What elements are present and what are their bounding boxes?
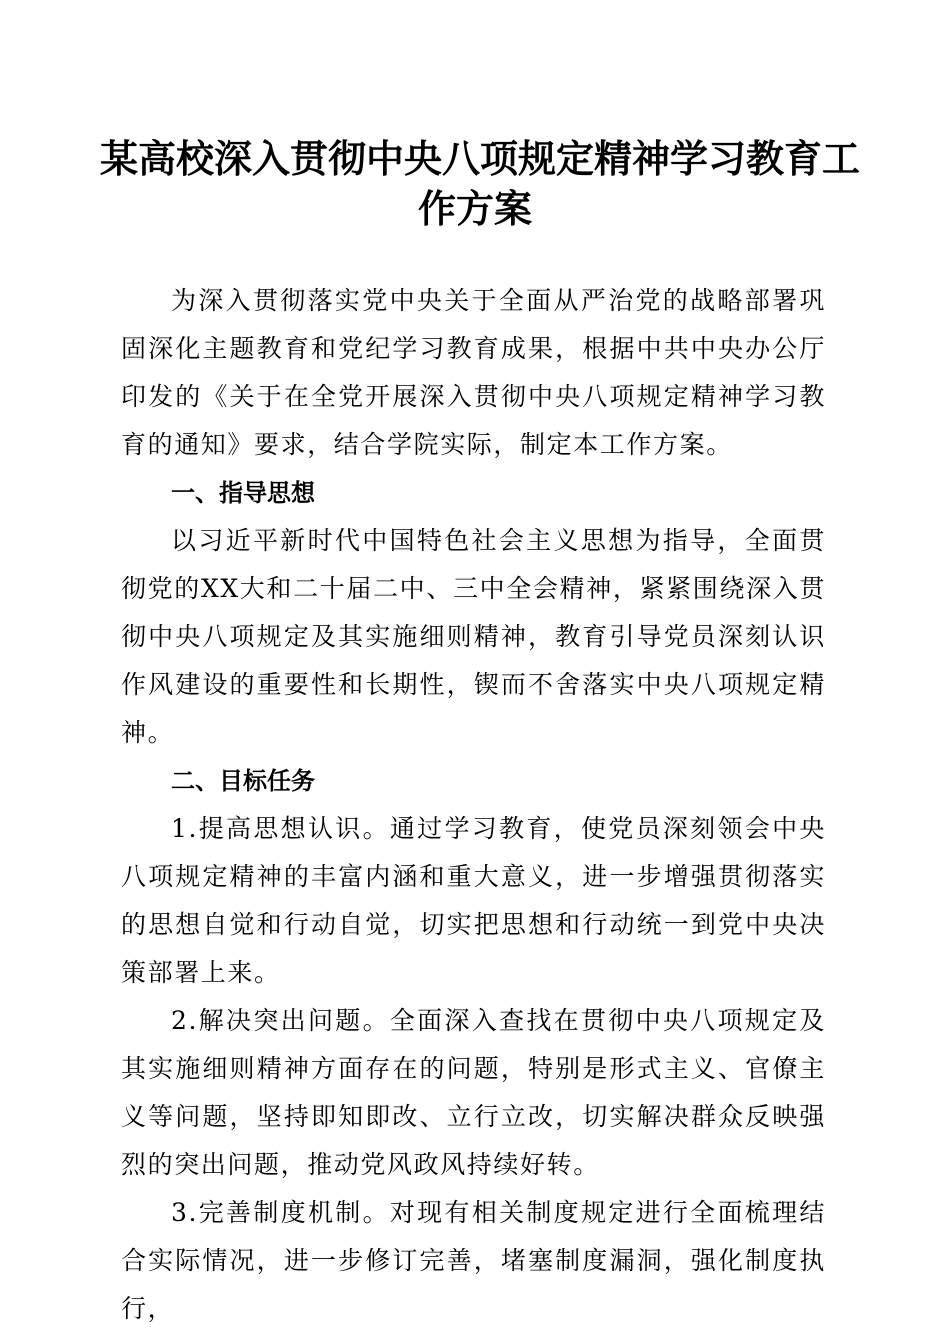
section-heading-guiding-ideology: 一、指导思想 (171, 479, 315, 507)
intro-paragraph: 为深入贯彻落实党中央关于全面从严治党的战略部署巩固深化主题教育和党纪学习教育成果，根据中共中央办公厅印发的《关于在全党开展深入贯彻中央八项规定精神学习教育的通知》要求，结合学院实际，制定本工作方案。 (121, 286, 826, 459)
section-heading-objectives: 二、目标任务 (171, 767, 315, 795)
objective-paragraph-1: 1.提高思想认识。通过学习教育，使党员深刻领会中央八项规定精神的丰富内涵和重大意义，进一步增强贯彻落实的思想自觉和行动自觉，切实把思想和行动统一到党中央决策部署上来。 (121, 814, 826, 987)
document-title-line-1: 某高校深入贯彻中央八项规定精神学习教育工 (100, 136, 861, 181)
document-title-line-2: 作方案 (417, 186, 532, 231)
guiding-ideology-paragraph: 以习近平新时代中国特色社会主义思想为指导，全面贯彻党的XX大和二十届二中、三中全会精神，紧紧围绕深入贯彻中央八项规定及其实施细则精神，教育引导党员深刻认识作风建设的重要性和长期性，锲而不舍落实中央八项规定精神。 (121, 526, 826, 747)
objective-paragraph-3: 3.完善制度机制。对现有相关制度规定进行全面梳理结合实际情况，进一步修订完善，堵塞制度漏洞，强化制度执行， (121, 1198, 826, 1323)
document-body (121, 277, 826, 1333)
objective-paragraph-2: 2.解决突出问题。全面深入查找在贯彻中央八项规定及其实施细则精神方面存在的问题，特别是形式主义、官僚主义等问题，坚持即知即改、立行立改，切实解决群众反映强烈的突出问题，推动党风政风持续好转。 (121, 1006, 826, 1179)
